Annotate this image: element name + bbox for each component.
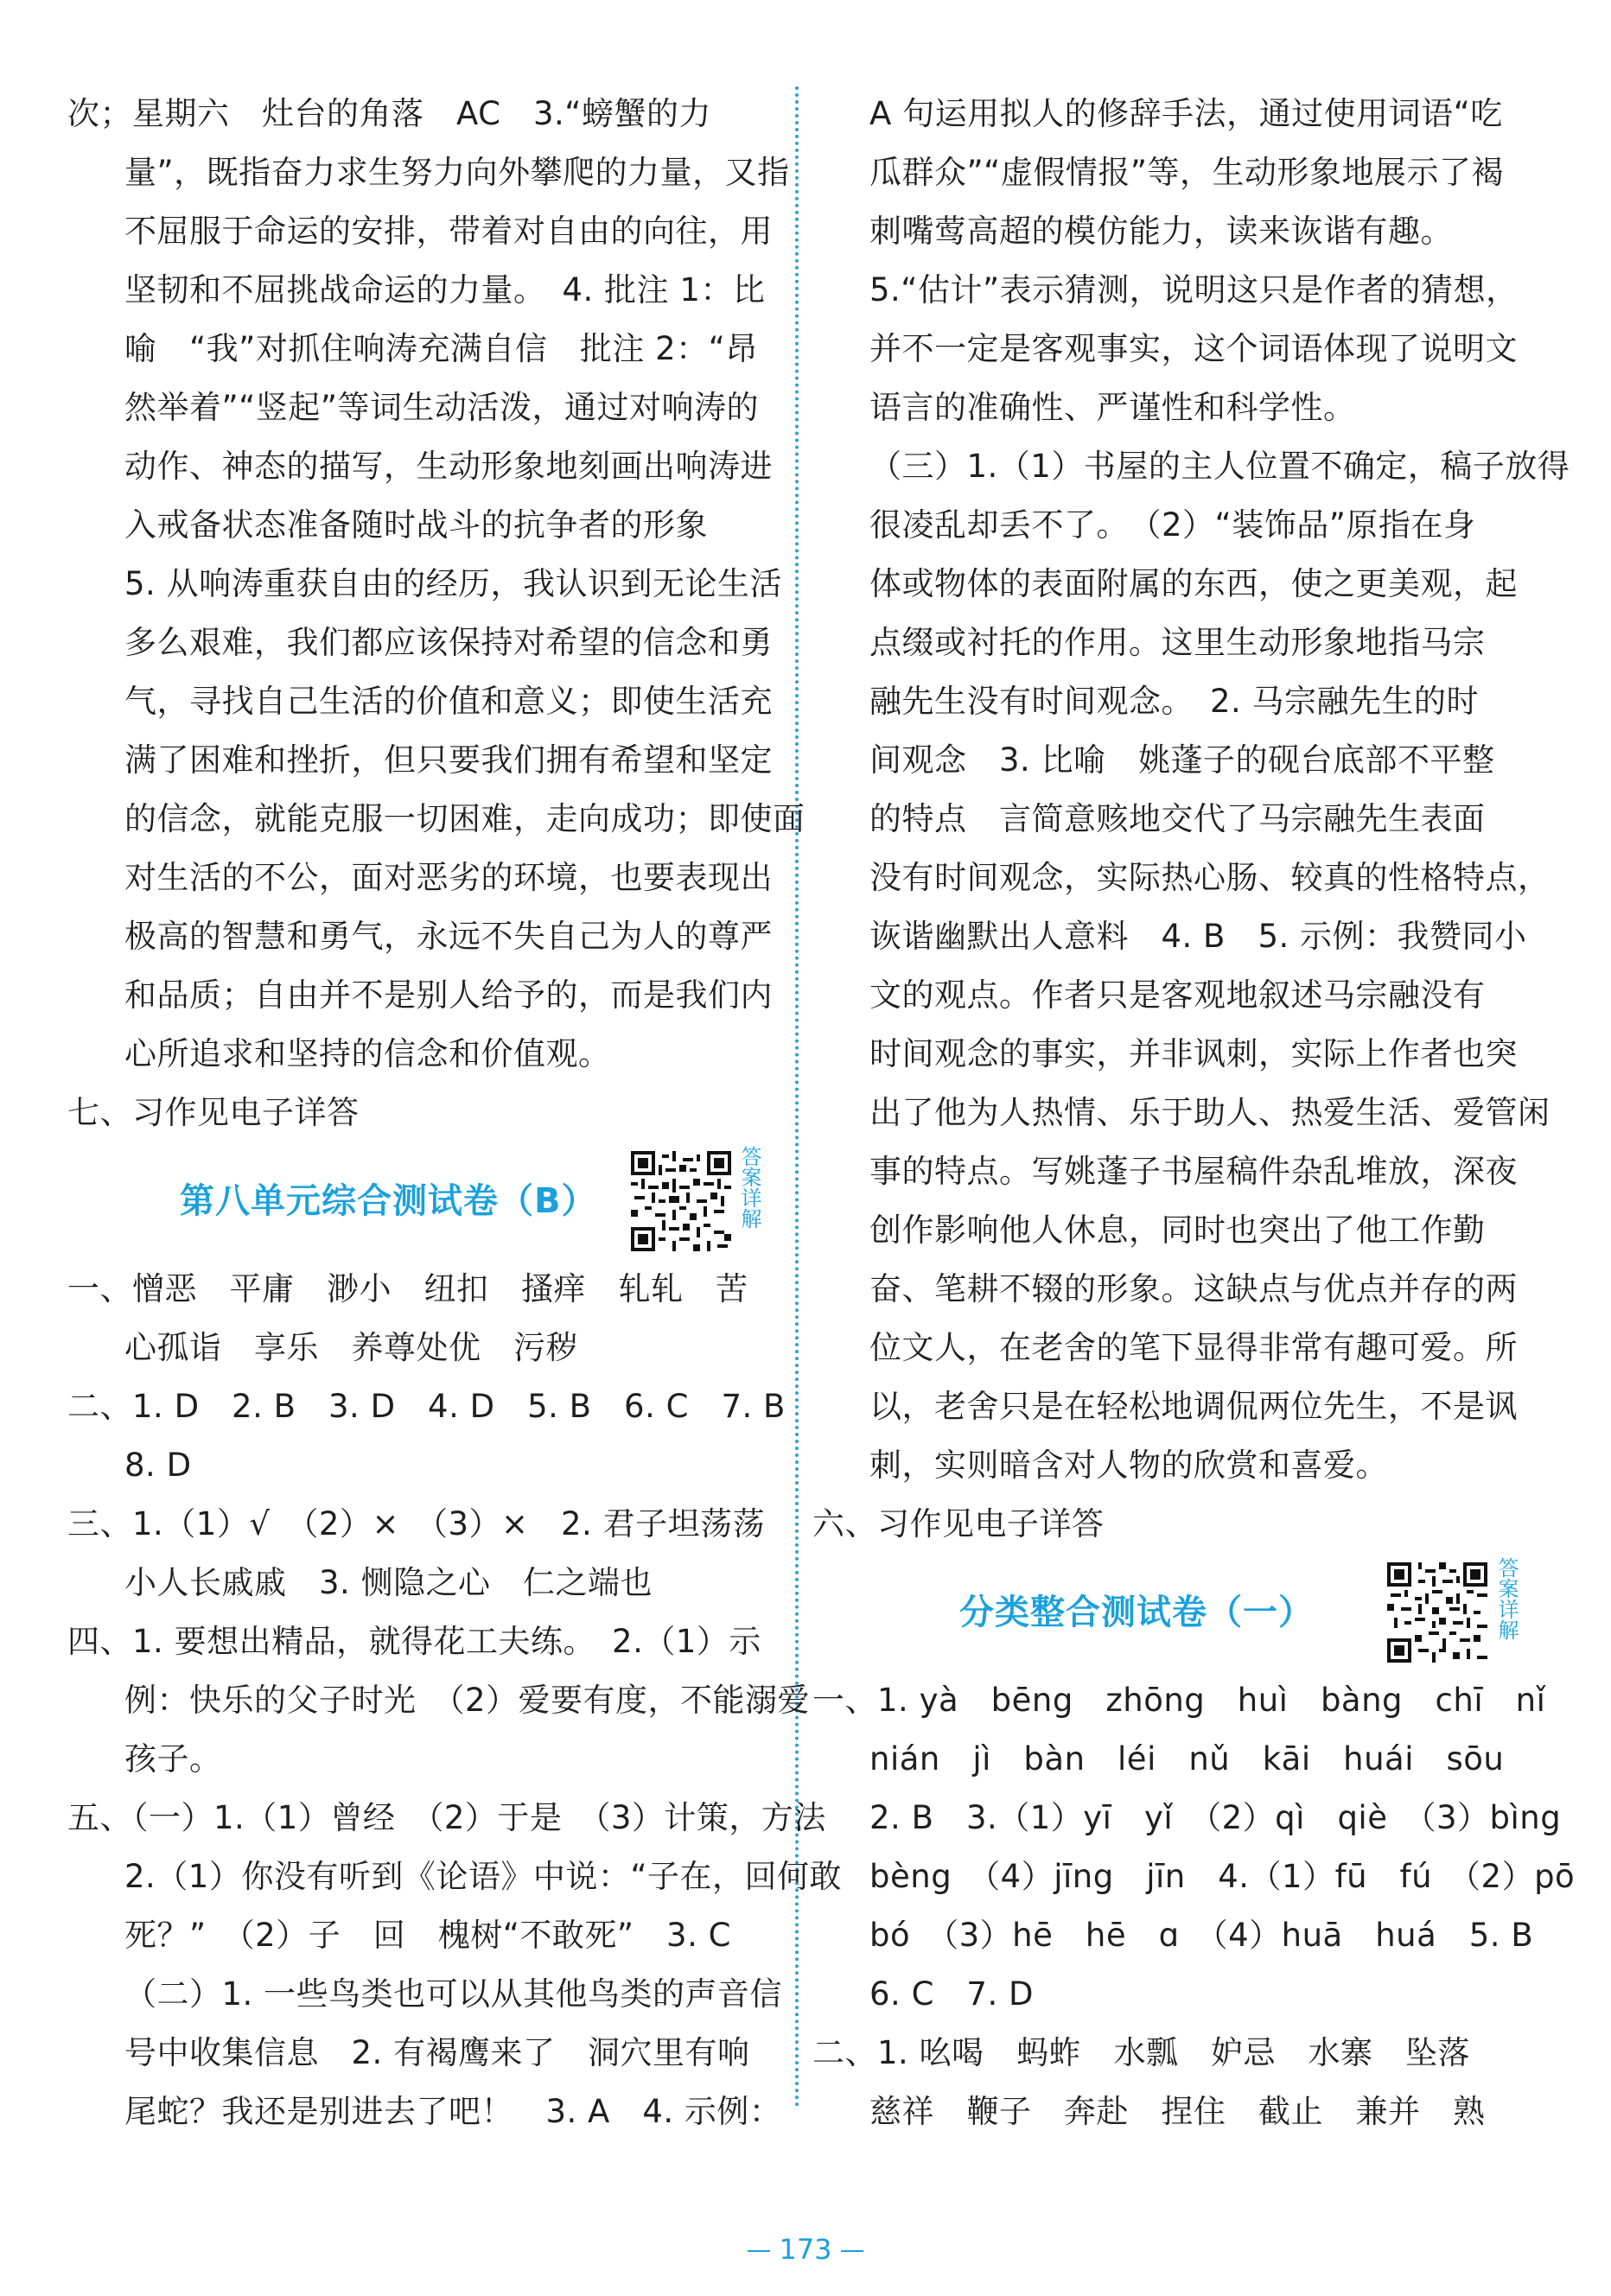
page-number-text: 173	[779, 2233, 832, 2266]
text-line: 入戒备状态准备随时战斗的抗争者的形象	[124, 506, 708, 544]
text-line: 动作、神态的描写，生动形象地刻画出响涛进	[124, 448, 773, 485]
text-line: 七、习作见电子详答	[67, 1094, 360, 1131]
text-line: 8. D	[124, 1447, 192, 1484]
text-line: 的特点 言简意赅地交代了马宗融先生表面	[869, 800, 1486, 837]
text-line: A 句运用拟人的修辞手法，通过使用词语“吃	[869, 95, 1503, 132]
page-number-rule-left	[748, 2250, 770, 2252]
text-line: 六、习作见电子详答	[812, 1505, 1105, 1542]
text-line: 极高的智慧和勇气，永远不失自己为人的尊严	[124, 918, 773, 955]
text-line: 心孤诣 享乐 养尊处优 污秽	[124, 1329, 578, 1366]
text-line: 以，老舍只是在轻松地调侃两位先生，不是讽	[869, 1388, 1518, 1425]
text-line: 点缀或衬托的作用。这里生动形象地指马宗	[869, 624, 1486, 661]
qr-code-icon[interactable]	[1387, 1562, 1487, 1663]
text-line: 五、（一）1.（1）曾经 （2）于是 （3）计策，方法	[67, 1799, 826, 1836]
text-line: 然举着”“竖起”等词生动活泼，通过对响涛的	[124, 389, 760, 426]
text-line: 喻 “我”对抓住响涛充满自信 批注 2：“昂	[124, 330, 758, 367]
text-line: 刺嘴莺高超的模仿能力，读来诙谐有趣。	[869, 213, 1453, 250]
text-line: 孩子。	[124, 1740, 222, 1778]
text-line: 5. 从响涛重获自由的经历，我认识到无论生活	[124, 565, 783, 602]
text-line: 5.“估计”表示猜测，说明这只是作者的猜想，	[869, 271, 1519, 308]
text-line: 心所追求和坚持的信念和价值观。	[124, 1035, 611, 1072]
text-line: 瓜群众”“虚假情报”等，生动形象地展示了褐	[869, 154, 1505, 191]
section-title: 分类整合测试卷（一）	[959, 1593, 1314, 1632]
text-line: 一、憎恶 平庸 渺小 纽扣 搔痒 轧轧 苦	[67, 1270, 748, 1307]
text-line: 对生活的不公，面对恶劣的环境，也要表现出	[124, 859, 773, 896]
text-line: 小人长戚戚 3. 恻隐之心 仁之端也	[124, 1564, 653, 1601]
text-line: 死？” （2）子 回 槐树“不敢死” 3. C	[124, 1917, 731, 1954]
text-line: 时间观念的事实，并非讽刺，实际上作者也突	[869, 1035, 1518, 1072]
section-header	[67, 1142, 785, 1260]
text-line: 没有时间观念，实际热心肠、较真的性格特点，	[869, 859, 1551, 896]
text-line: 四、1. 要想出精品，就得花工夫练。 2.（1）示	[67, 1623, 761, 1660]
text-line: 尾蛇？我还是别进去了吧！ 3. A 4. 示例：	[124, 2093, 782, 2130]
text-line: 坚韧和不屈挑战命运的力量。 4. 批注 1：比	[124, 271, 766, 308]
page-number-rule-right	[841, 2250, 863, 2252]
text-line: nián jì bàn léi nǔ kāi huái sōu	[869, 1740, 1505, 1778]
text-line: 和品质；自由并不是别人给予的，而是我们内	[124, 976, 773, 1014]
text-line: 6. C 7. D	[869, 1975, 1034, 2013]
text-line: 间观念 3. 比喻 姚蓬子的砚台底部不平整	[869, 741, 1495, 779]
text-line: 三、1.（1）√ （2）× （3）× 2. 君子坦荡荡	[67, 1505, 766, 1542]
section-header	[812, 1554, 1534, 1671]
left-column	[67, 85, 843, 2141]
page-number	[0, 2233, 1611, 2266]
text-line: 体或物体的表面附属的东西，使之更美观，起	[869, 565, 1518, 602]
section-title: 第八单元综合测试卷（B）	[180, 1181, 597, 1221]
text-line: 2.（1）你没有听到《论语》中说：“子在，回何敢	[124, 1858, 843, 1895]
text-line: 语言的准确性、严谨性和科学性。	[869, 389, 1356, 426]
text-line: 气，寻找自己生活的价值和意义；即使生活充	[124, 683, 773, 720]
text-line: 次；星期六 灶台的角落 AC 3.“螃蟹的力	[67, 95, 711, 132]
text-line: 很凌乱却丢不了。 （2）“装饰品”原指在身	[869, 506, 1476, 544]
text-line: 多么艰难，我们都应该保持对希望的信念和勇	[124, 624, 773, 661]
qr-caption: 答案详解	[737, 1146, 761, 1229]
text-line: bèng （4）jīng jīn 4.（1）fū fú （2）pō	[869, 1858, 1576, 1895]
text-line: 二、1. 吆喝 蚂蚱 水瓢 妒忌 水寨 坠落	[812, 2034, 1471, 2071]
text-line: 出了他为人热情、乐于助人、热爱生活、爱管闲	[869, 1094, 1551, 1131]
text-line: bó （3）hē hē ɑ （4）huā huá 5. B	[869, 1917, 1534, 1954]
text-line: 不屈服于命运的安排，带着对自由的向往，用	[124, 213, 773, 250]
text-line: 位文人，在老舍的笔下显得非常有趣可爱。所	[869, 1329, 1518, 1366]
text-line: 事的特点。写姚蓬子书屋稿件杂乱堆放，深夜	[869, 1153, 1518, 1190]
text-line: 一、1. yà bēng zhōng huì bàng chī nǐ	[812, 1682, 1546, 1719]
text-line: 奋、笔耕不辍的形象。这缺点与优点并存的两	[869, 1270, 1518, 1307]
text-line: 量”，既指奋力求生努力向外攀爬的力量，又指	[124, 154, 790, 191]
text-line: 融先生没有时间观念。 2. 马宗融先生的时	[869, 683, 1480, 720]
text-line: 例：快乐的父子时光 （2）爱要有度，不能溺爱	[124, 1682, 811, 1719]
qr-code-icon[interactable]	[631, 1151, 731, 1251]
text-line: 诙谐幽默出人意料 4. B 5. 示例：我赞同小	[869, 918, 1527, 955]
text-line: （三）1.（1）书屋的主人位置不确定，稿子放得	[869, 448, 1570, 485]
right-column	[812, 85, 1576, 2141]
text-line: 的信念，就能克服一切困难，走向成功；即使面	[124, 800, 806, 837]
text-line: 创作影响他人休息，同时也突出了他工作勤	[869, 1212, 1486, 1249]
qr-caption: 答案详解	[1494, 1557, 1519, 1640]
text-line: 慈祥 鞭子 奔赴 捏住 截止 兼并 熟	[869, 2093, 1486, 2130]
text-line: 并不一定是客观事实，这个词语体现了说明文	[869, 330, 1518, 367]
text-line: 文的观点。作者只是客观地叙述马宗融没有	[869, 976, 1486, 1014]
text-line: 号中收集信息 2. 有褐鹰来了 洞穴里有响	[124, 2034, 750, 2071]
text-line: 满了困难和挫折，但只要我们拥有希望和坚定	[124, 741, 773, 779]
text-line: 二、1. D 2. B 3. D 4. D 5. B 6. C 7. B	[67, 1388, 786, 1425]
text-line: （二）1. 一些鸟类也可以从其他鸟类的声音信	[124, 1975, 783, 2013]
text-line: 刺，实则暗含对人物的欣赏和喜爱。	[869, 1447, 1388, 1484]
text-line: 2. B 3.（1）yī yǐ （2）qì qiè （3）bìng	[869, 1799, 1562, 1836]
